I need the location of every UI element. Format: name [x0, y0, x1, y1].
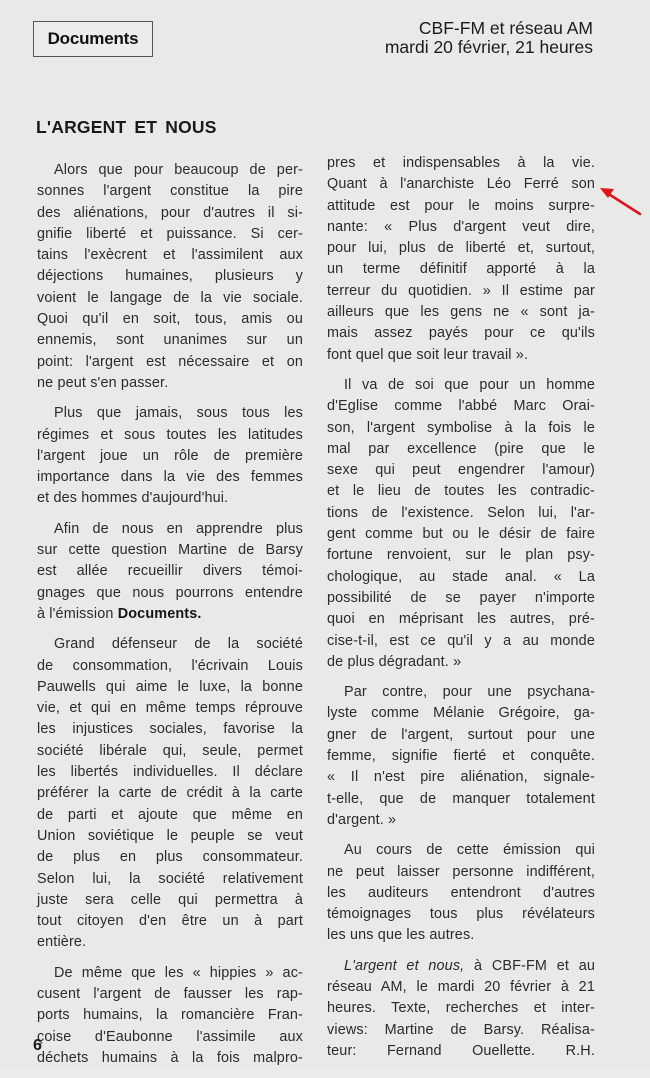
broadcast-info [385, 19, 593, 57]
text-line: d'argent. » [327, 811, 397, 828]
text-line: préférer la carte de crédit à la carte [37, 785, 303, 802]
text-line: gent comme but ou le désir de faire [327, 526, 595, 543]
text-line: déchets humains à la fois malpro- [37, 1049, 303, 1066]
paragraph [37, 634, 303, 953]
text-line: les auditeurs entendront d'autres [327, 884, 595, 901]
paragraph [37, 519, 303, 625]
text-line: ports humains, la romancière Fran- [37, 1007, 303, 1024]
text-line: views: Martine de Barsy. Réalisa- [327, 1021, 595, 1038]
text-line: de plus dégradant. » [327, 653, 462, 670]
text-line: Par contre, pour une psychana- [344, 684, 595, 701]
paragraph [37, 403, 303, 509]
text-line: tions de l'existence. Selon lui, l'ar- [327, 504, 595, 521]
text-line: les libertés individuelles. Il déclare [37, 764, 303, 781]
text-line: cusent l'argent de fausser les rap- [37, 985, 303, 1002]
text-line: juste sera celle qui permettra à [37, 891, 303, 908]
left-column [37, 160, 303, 1078]
text-line: L'argent et nous, à CBF-FM et au [344, 957, 596, 974]
text-line: çoise d'Eaubonne l'assimile aux [37, 1028, 303, 1045]
paragraph [37, 160, 303, 394]
text-line: Afin de nous en apprendre plus [54, 520, 303, 537]
text-line: mais assez payés pour ce qu'ils [327, 325, 595, 342]
text-line: font quel que soit leur travail ». [327, 346, 529, 363]
text-line: Pauwells qui aime le luxe, la bonne [37, 678, 303, 695]
text-line: sexe qui peut engendrer l'amour) [327, 462, 595, 479]
text-line: Quant à l'anarchiste Léo Ferré son [327, 176, 595, 193]
text-line: ne peut s'en passer. [37, 374, 169, 391]
text-line: société libérale qui, seule, permet [37, 742, 303, 759]
text-line: mal par excellence (pire que le [327, 440, 595, 457]
text-line: Alors que pour beaucoup de per- [54, 162, 303, 178]
text-line: De même que les « hippies » ac- [54, 964, 303, 981]
text-line: lyste comme Mélanie Grégoire, ga- [327, 705, 595, 722]
text-line: à l'émission Documents. [37, 605, 202, 622]
text-line: de plus en plus consommateur. [37, 849, 303, 866]
text-line: un terme définitif apporté à la [327, 261, 595, 278]
text-line: sonnes l'argent constitue la pire [37, 183, 303, 200]
text-line: Il va de soi que pour un homme [344, 376, 595, 393]
text-line: régimes et sous toutes les latitudes [37, 426, 303, 443]
paragraph [37, 963, 303, 1069]
section-label: Documents [47, 29, 139, 48]
text-line: témoignages tous plus révélateurs [327, 906, 595, 923]
text-line: des aliénations, pour d'autres il si- [37, 204, 303, 221]
paragraph [327, 375, 595, 673]
text-line: tains l'exècrent et l'assimilent aux [37, 247, 303, 264]
text-line: sur cette question Martine de Barsy [37, 542, 303, 559]
air-time: mardi 20 février, 21 heures [384, 37, 593, 57]
text-line: Union soviétique le peuple se veut [37, 827, 303, 844]
text-line: d'Eglise comme l'abbé Marc Orai- [327, 398, 595, 415]
text-line: voient le langage de la vie sociale. [37, 289, 303, 306]
text-line: son, l'argent symbolise à la fois le [327, 419, 595, 436]
network-name: CBF-FM et réseau AM [418, 18, 593, 38]
text-line: gner de l'argent, surtout pour une [327, 726, 595, 743]
text-line: réseau AM, le mardi 20 février à 21 [327, 978, 595, 995]
text-line: terreur du quotidien. » Il estime par [327, 282, 595, 299]
text-line: Selon lui, la société relativement [37, 870, 303, 887]
text-line: « Il n'est pire aliénation, signale- [327, 769, 595, 786]
text-line: teur: Fernand Ouellette. R.H. [327, 1042, 595, 1059]
text-line: Plus que jamais, sous tous les [54, 405, 303, 422]
text-line: point: l'argent est nécessaire et on [37, 353, 303, 370]
red-arrow-annotation-icon [598, 186, 642, 216]
text-line: cise-t-il, est ce qu'il y a au monde [327, 632, 595, 649]
text-line: les uns que les autres. [327, 927, 475, 944]
page-number: 6 [33, 1037, 42, 1054]
text-line: Grand défenseur de la société [54, 636, 303, 653]
text-line: est allée recueillir divers témoi- [37, 563, 303, 580]
text-line: possibilité de se payer n'importe [327, 589, 595, 606]
paragraph [327, 682, 595, 831]
text-line: t-elle, que de manquer totalement [327, 790, 595, 807]
text-line: déjections humaines, plusieurs y [37, 268, 303, 285]
text-line: et des hommes d'aujourd'hui. [37, 490, 229, 507]
article-title: L'ARGENT ET NOUS [36, 117, 217, 137]
text-line: tout citoyen d'en être un à part [37, 913, 303, 930]
text-line: pour lui, plus de liberté et, surtout, [327, 240, 595, 257]
text-line: quoi en méprisant les autres, pré- [327, 611, 595, 628]
text-line: l'argent joue un rôle de première [37, 447, 303, 464]
text-line: pres et indispensables à la vie. [327, 155, 595, 171]
text-line: femme, signifie fierté et conquête. [327, 748, 595, 765]
text-line: nante: « Plus d'argent veut dire, [327, 218, 595, 235]
text-line: et le lieu de toutes les contradic- [327, 483, 595, 500]
text-line: ne peut laisser personne indifférent, [327, 863, 595, 880]
text-line: ennemis, sont unanimes sur un [37, 332, 303, 349]
text-line: heures. Texte, recherches et inter- [327, 1000, 595, 1017]
text-line: de consommation, l'écrivain Louis [37, 657, 303, 674]
right-column [327, 153, 595, 1071]
author-initials: R.H. [565, 1042, 595, 1059]
credits-paragraph [327, 956, 595, 1062]
text-line: chologique, au stade anal. « La [327, 568, 595, 585]
text-line: fortune renvoient, sur le plan psy- [327, 547, 595, 564]
text-line: Quoi qu'il en soit, tous, amis ou [37, 311, 303, 328]
text-line: les injustices sociales, favorise la [37, 721, 303, 738]
text-line: gnifie liberté et puissance. Si cer- [37, 225, 303, 242]
paragraph [327, 153, 595, 366]
text-line: Au cours de cette émission qui [344, 842, 595, 859]
text-line: vie, et qui en même temps réprouve [37, 700, 303, 717]
text-line: ailleurs que les gens ne « sont ja- [327, 304, 595, 321]
text-line: gnages que nous pourrons entendre [37, 584, 303, 601]
text-line: entière. [37, 934, 87, 951]
text-line: attitude est pour le moins surpre- [327, 197, 595, 214]
paragraph [327, 840, 595, 946]
program-title-italic: L'argent et nous, [344, 957, 465, 974]
emission-name: Documents. [117, 605, 202, 622]
text-line: de parti et ajoute que même en [37, 806, 303, 823]
section-label-box [33, 21, 153, 57]
text-line: importance dans la vie des femmes [37, 469, 303, 486]
